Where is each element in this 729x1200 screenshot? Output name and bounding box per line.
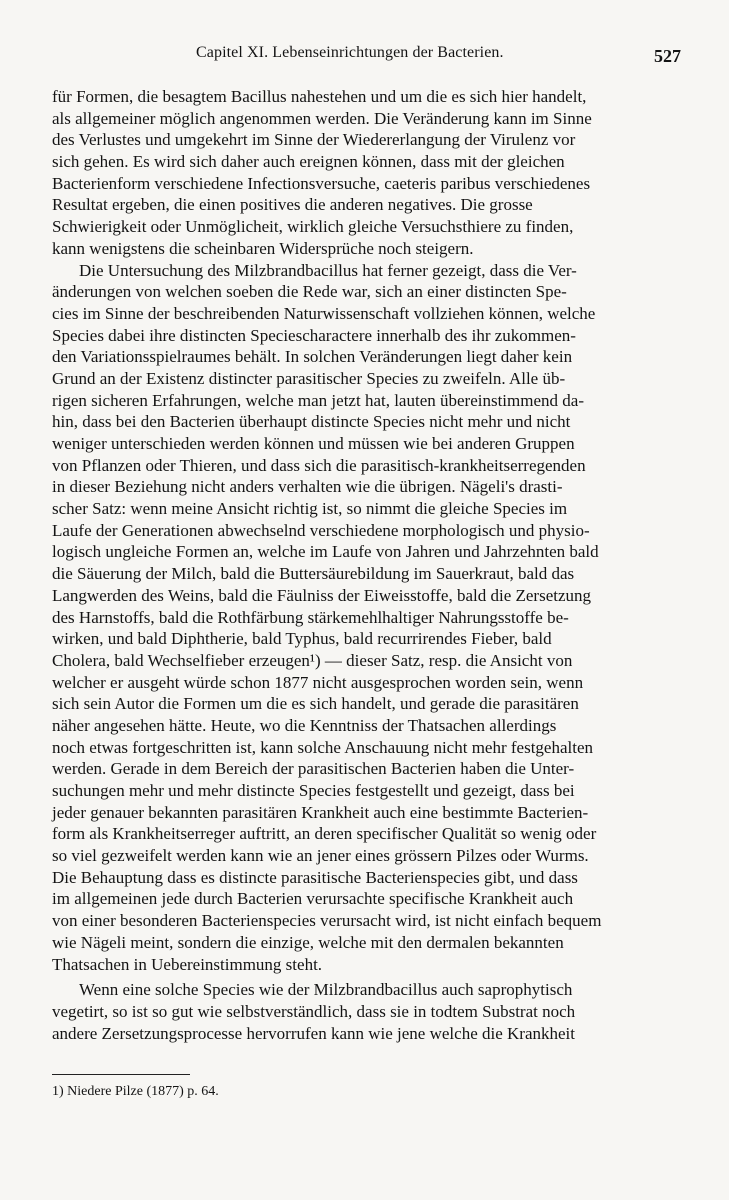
text-line: Langwerden des Weins, bald die Fäulniss der Eiweisstoffe, bald die Zersetzung xyxy=(52,585,592,605)
text-line: für Formen, die besagtem Bacillus nahestehen und um die es sich hier handelt, xyxy=(52,87,587,106)
text-line: cies im Sinne der beschreibenden Naturwissenschaft vollziehen können, welche xyxy=(52,303,596,323)
text-line: von Pflanzen oder Thieren, und dass sich die parasitisch-krankheitserregenden xyxy=(52,455,586,475)
footnote: 1) Niedere Pilze (1877) p. 64. xyxy=(52,1084,219,1099)
text-line: Laufe der Generationen abwechselnd verschiedene morphologisch und physio- xyxy=(52,520,590,540)
text-line: wirken, und bald Diphtherie, bald Typhus, bald recurrirendes Fieber, bald xyxy=(52,629,552,649)
text-line: von einer besonderen Bacterienspecies verursacht wird, ist nicht einfach bequem xyxy=(52,911,602,931)
paragraph-start-line: Wenn eine solche Species wie der Milzbrandbacillus auch saprophytisch xyxy=(79,980,573,1000)
text-line: welcher er ausgeht würde schon 1877 nicht ausgesprochen worden sein, wenn xyxy=(52,672,584,692)
text-line: hin, dass bei den Bacterien überhaupt distincte Species nicht mehr und nicht xyxy=(52,412,571,432)
text-line: werden. Gerade in dem Bereich der parasitischen Bacterien haben die Unter- xyxy=(52,759,575,779)
text-line: änderungen von welchen soeben die Rede war, sich an einer distincten Spe- xyxy=(52,282,567,302)
text-line: rigen sicheren Erfahrungen, welche man jetzt hat, lauten übereinstimmend da- xyxy=(52,390,584,410)
text-line: kann wenigstens die scheinbaren Widersprüche noch steigern. xyxy=(52,238,474,258)
text-line: des Verlustes und umgekehrt im Sinne der Wiedererlangung der Virulenz vor xyxy=(52,130,576,150)
body-text xyxy=(52,86,682,1044)
text-line: noch etwas fortgeschritten ist, kann solche Anschauung nicht mehr festgehalten xyxy=(52,737,594,757)
text-line: Species dabei ihre distincten Speciescharactere innerhalb des ihr zukommen- xyxy=(52,325,576,345)
text-line: weniger unterschieden werden können und müssen wie bei anderen Gruppen xyxy=(52,434,575,453)
text-line: Thatsachen in Uebereinstimmung steht. xyxy=(52,954,323,974)
text-line: form als Krankheitserreger auftritt, an deren specifischer Qualität so wenig oder xyxy=(52,824,597,844)
text-line: Cholera, bald Wechselfieber erzeugen¹) — dieser Satz, resp. die Ansicht von xyxy=(52,650,573,670)
page-header xyxy=(0,44,729,70)
text-line: in dieser Beziehung nicht anders verhalten wie die übrigen. Nägeli's drasti- xyxy=(52,477,563,497)
text-line: den Variationsspielraumes behält. In solchen Veränderungen liegt daher kein xyxy=(52,347,573,367)
text-line: jeder genauer bekannten parasitären Krankheit auch eine bestimmte Bacterien- xyxy=(52,802,589,822)
text-line: wie Nägeli meint, sondern die einzige, welche mit den dermalen bekannten xyxy=(52,932,564,952)
text-line: näher angesehen hätte. Heute, wo die Kenntniss der Thatsachen allerdings xyxy=(52,715,557,735)
text-line: im allgemeinen jede durch Bacterien verursachte specifische Krankheit auch xyxy=(52,889,574,909)
paragraph-start-line: Die Untersuchung des Milzbrandbacillus hat ferner gezeigt, dass die Ver- xyxy=(79,260,577,280)
text-line: suchungen mehr und mehr distincte Species festgestellt und gezeigt, dass bei xyxy=(52,781,575,800)
text-line: als allgemeiner möglich angenommen werden. Die Veränderung kann im Sinne xyxy=(52,108,592,128)
text-line: Schwierigkeit oder Unmöglicheit, wirklich gleiche Versuchsthiere zu finden, xyxy=(52,217,574,237)
text-line: andere Zersetzungsprocesse hervorrufen kann wie jene welche die Krankheit xyxy=(52,1023,575,1043)
text-line: Resultat ergeben, die einen positives die anderen negatives. Die grosse xyxy=(52,195,533,215)
text-line: sich gehen. Es wird sich daher auch ereignen können, dass mit der gleichen xyxy=(52,152,565,172)
page-number: 527 xyxy=(654,46,681,66)
text-line: Bacterienform verschiedene Infectionsversuche, caeteris paribus verschiedenes xyxy=(52,173,591,193)
text-line: scher Satz: wenn meine Ansicht richtig ist, so nimmt die gleiche Species im xyxy=(52,499,568,519)
running-head: Capitel XI. Lebenseinrichtungen der Bacterien. xyxy=(196,44,504,61)
text-line: Die Behauptung dass es distincte parasitische Bacterienspecies gibt, und dass xyxy=(52,867,578,887)
footnote-divider xyxy=(52,1074,190,1075)
text-line: die Säuerung der Milch, bald die Buttersäurebildung im Sauerkraut, bald das xyxy=(52,564,575,584)
text-line: logisch ungleiche Formen an, welche im Laufe von Jahren und Jahrzehnten bald xyxy=(52,542,599,562)
text-line: so viel gezweifelt werden kann wie an jener eines grössern Pilzes oder Wurms. xyxy=(52,846,589,866)
text-line: Grund an der Existenz distincter parasitischer Species zu zweifeln. Alle üb- xyxy=(52,368,566,388)
text-line: des Harnstoffs, bald die Rothfärbung stärkemehlhaltiger Nahrungsstoffe be- xyxy=(52,607,569,627)
text-line: sich sein Autor die Formen um die es sich handelt, und gerade die parasitären xyxy=(52,694,579,714)
text-line: vegetirt, so ist so gut wie selbstverständlich, dass sie in todtem Substrat noch xyxy=(52,1001,576,1021)
